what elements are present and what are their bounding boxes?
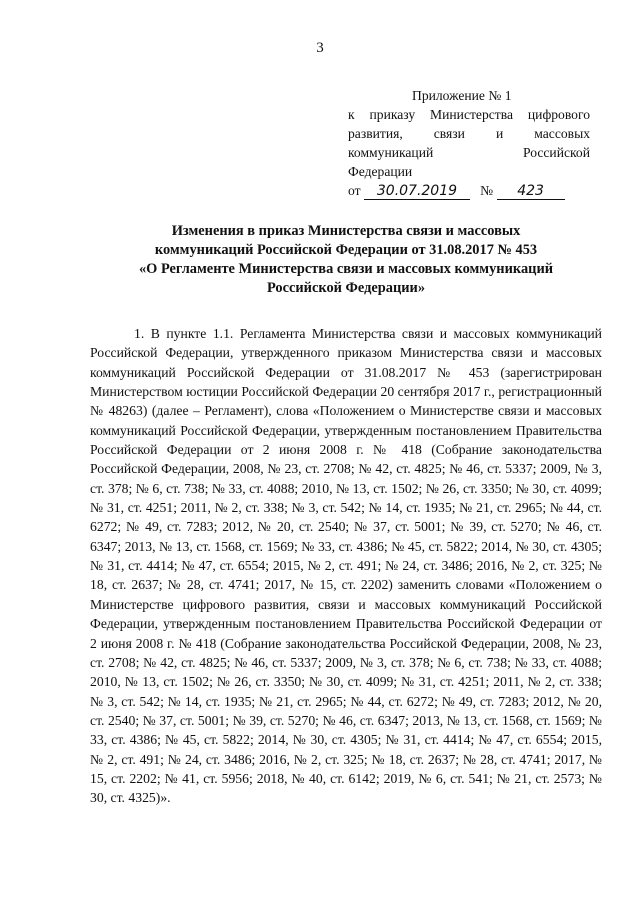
appendix-title: Приложение № 1 bbox=[412, 88, 512, 103]
page-number: 3 bbox=[316, 40, 324, 56]
paragraph-1: 1. В пункте 1.1. Регламента Министерства связи и массовых коммуникаций Российской Федерации, утвержденного приказом Министерства связи и массовых коммуникаций Российской Федерации от 31.08.2017 № 453 (зарегистрирован Министерством юстиции Российской Федерации 20 сентября 2017 г., регистрационный № 48263) (далее – Регламент), слова «Положением о Министерстве связи и массовых коммуникаций Российской Федерации, утвержденным постановлением Правительства Российской Федерации от 2 июня 2008 г. № 418 (Собрание законодательства Российской Федерации, 2008, № 23, ст. 2708; № 42, ст. 4825; № 46, ст. 5337; 2009, № 3, ст. 378; № 6, ст. 738; № 33, ст. 4088; 2010, № 13, ст. 1502; № 26, ст. 3350; № 30, ст. 4099; № 31, ст. 4251; 2011, № 2, ст. 338; № 3, ст. 542; № 14, ст. 1935; № 21, ст. 2965; № 44, ст. 6272; № 49, ст. 7283; 2012, № 20, ст. 2540; № 37, ст. 5001; № 39, ст. 5270; № 46, ст. 6347; 2013, № 13, ст. 1568, ст. 1569; № 33, ст. 4386; № 45, ст. 5822; 2014, № 30, ст. 4305; № 31, ст. 4414; № 47, ст. 6554; 2015, № 2, ст. 491; № 24, ст. 3486; 2016, № 2, ст. 325; № 18, ст. 2637; № 28, ст. 4741; 2017, № 15, ст. 2202) заменить словами «Положением о Министерстве цифрового развития, связи и массовых коммуникаций Российской Федерации, утвержденным постановлением Правительства Российской Федерации от 2 июня 2008 г. № 418 (Собрание законодательства Российской Федерации, 2008, № 23, ст. 2708; № 42, ст. 4825; № 46, ст. 5337; 2009, № 3, ст. 378; № 6, ст. 738; № 33, ст. 4088; 2010, № 13, ст. 1502; № 26, ст. 3350; № 30, ст. 4099; № 31, ст. 4251; 2011, № 2, ст. 338; № 3, ст. 542; № 14, ст. 1935; № 21, ст. 2965; № 44, ст. 6272; № 49, ст. 7283; 2012, № 20, ст. 2540; № 37, ст. 5001; № 39, ст. 5270; № 46, ст. 6347; 2013, № 13, ст. 1568, ст. 1569; № 33, ст. 4386; № 45, ст. 5822; 2014, № 30, ст. 4305; № 31, ст. 4414; № 47, ст. 6554; 2015, № 2, ст. 491; № 24, ст. 3486; 2016, № 2, ст. 325; № 18, ст. 2637; № 28, ст. 4741; 2017, № 15, ст. 2202; № 41, ст. 5956; 2018, № 40, ст. 6142; 2019, № 6, ст. 541; № 21, ст. 2573; № 30, ст. 4325)». bbox=[90, 326, 602, 806]
appendix-from-label: от bbox=[348, 183, 361, 198]
appendix-line-2: развития, связи и массовых bbox=[348, 126, 590, 141]
appendix-date-handwritten: 30.07.2019 bbox=[364, 184, 470, 200]
appendix-line-1: к приказу Министерства цифрового bbox=[348, 107, 590, 122]
appendix-date-number-line bbox=[348, 181, 590, 200]
title-line-1: Изменения в приказ Министерства связи и массовых bbox=[171, 223, 521, 239]
body-text bbox=[90, 324, 602, 808]
appendix-line-3: коммуникаций Российской bbox=[348, 145, 590, 160]
appendix-number-label: № bbox=[480, 183, 494, 198]
title-line-4: Российской Федерации» bbox=[266, 280, 426, 296]
title-line-2: коммуникаций Российской Федерации от 31.08.2017 № 453 bbox=[154, 242, 538, 258]
appendix-block bbox=[348, 86, 590, 200]
appendix-number-handwritten: 423 bbox=[497, 184, 565, 200]
title-line-3: «О Регламенте Министерства связи и массовых коммуникаций bbox=[138, 261, 554, 277]
document-title bbox=[90, 222, 602, 298]
appendix-line-4: Федерации bbox=[348, 164, 413, 179]
